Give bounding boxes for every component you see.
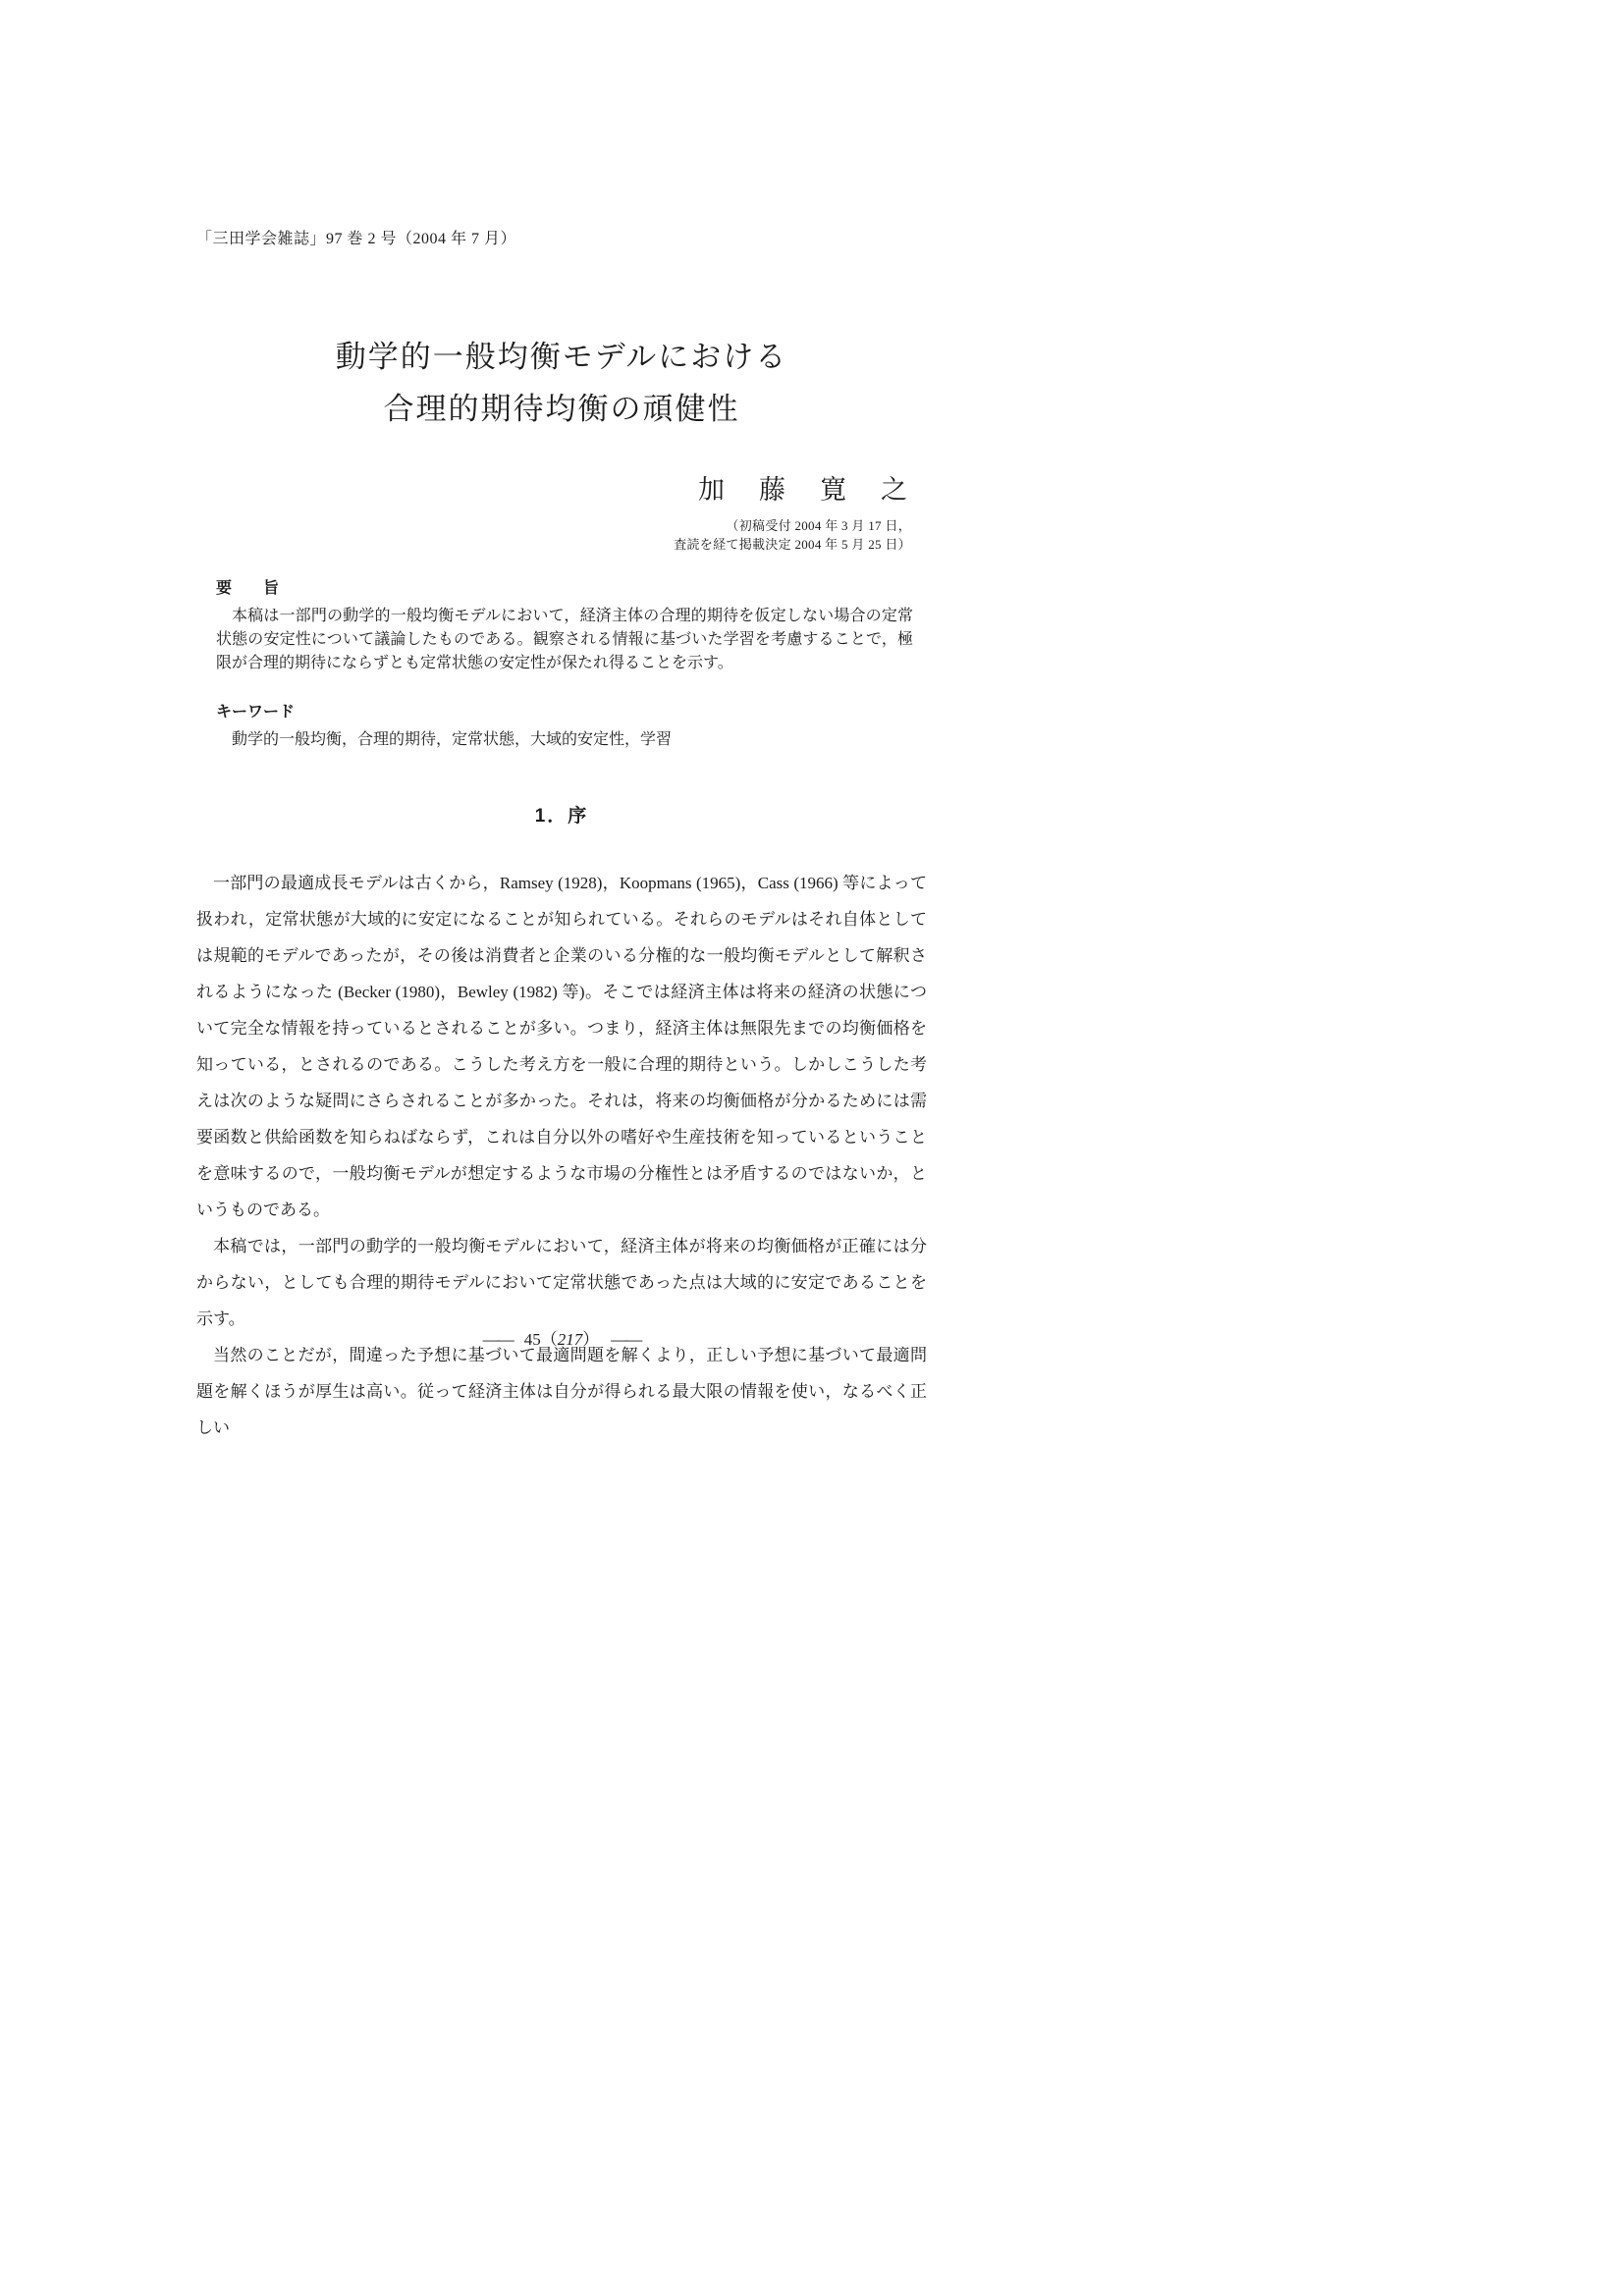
author-block [196,468,927,554]
keywords-list: 動学的一般均衡，合理的期待，定常状態，大域的安定性，学習 [232,731,673,748]
page-number: 45（ [523,1330,558,1349]
page-number-close: ） [582,1330,600,1349]
body-paragraph-2: 本稿では，一部門の動学的一般均衡モデルにおいて，経済主体が将来の均衡価格が正確には分からない，としても合理的期待モデルにおいて定常状態であった点は大域的に安定であることを示す。 [196,1237,927,1328]
abstract-heading: 要 旨 [216,580,280,597]
body-text [196,865,927,1446]
accepted-date-line: 査読を経て掲載決定 2004 年 5 月 25 日） [674,537,911,552]
keywords-section [216,699,913,752]
author-name: 加 藤 寛 之 [698,475,911,505]
paper-title-line1: 動学的一般均衡モデルにおける [335,340,788,374]
paper-title [196,331,927,435]
body-paragraph-3: 当然のことだが，間違った予想に基づいて最適問題を解くより，正しい予想に基づいて最適問題を解くほうが厚生は高い。従って経済主体は自分が得られる最大限の情報を使い，なるべく正しい [196,1346,927,1437]
abstract-section [216,575,913,675]
abstract-body: 本稿は一部門の動学的一般均衡モデルにおいて，経済主体の合理的期待を仮定しない場合の定常状態の安定性について議論したものである。観察される情報に基づいた学習を考慮することで，極限が合理的期待にならずとも定常状態の安定性が保たれ得ることを示す。 [216,608,913,671]
section-1-heading: 1．序 [534,806,589,827]
paper-title-line2: 合理的期待均衡の頑健性 [383,392,740,426]
page-content [196,226,927,1446]
journal-citation: 「三田学会雑誌」97 巻 2 号（2004 年 7 月） [196,231,517,247]
footer-dash-right: —— [611,1330,641,1349]
keywords-heading: キーワード [216,704,296,721]
footer-dash-left: —— [482,1330,513,1349]
body-paragraph-1: 一部門の最適成長モデルは古くから，Ramsey (1928)，Koopmans (1965)，Cass (1966) 等によって扱われ，定常状態が大域的に安定になることが知られている。それらのモデルはそれ自体としては規範的モデルであったが，その後は消費者と企業のいる分権的な一般均衡モデルとして解釈されるようになった (Becker (1980)，Bewley (1982) 等)。そこでは経済主体は将来の経済の状態について完全な情報を持っているとされることが多い。つまり，経済主体は無限先までの均衡価格を知っている，とされるのである。こうした考え方を一般に合理的期待という。しかしこうした考えは次のような疑問にさらされることが多かった。それは，将来の均衡価格が分かるためには需要函数と供給函数を知らねばならず，これは自分以外の嗜好や生産技術を知っているということを意味するので，一般均衡モデルが想定するような市場の分権性とは矛盾するのではないか，というものである。 [196,874,927,1219]
page-number-footer [196,1325,927,1350]
received-date-line: （初稿受付 2004 年 3 月 17 日， [726,518,911,533]
submission-dates [196,516,911,554]
page-number-volume-page: 217 [557,1330,583,1349]
